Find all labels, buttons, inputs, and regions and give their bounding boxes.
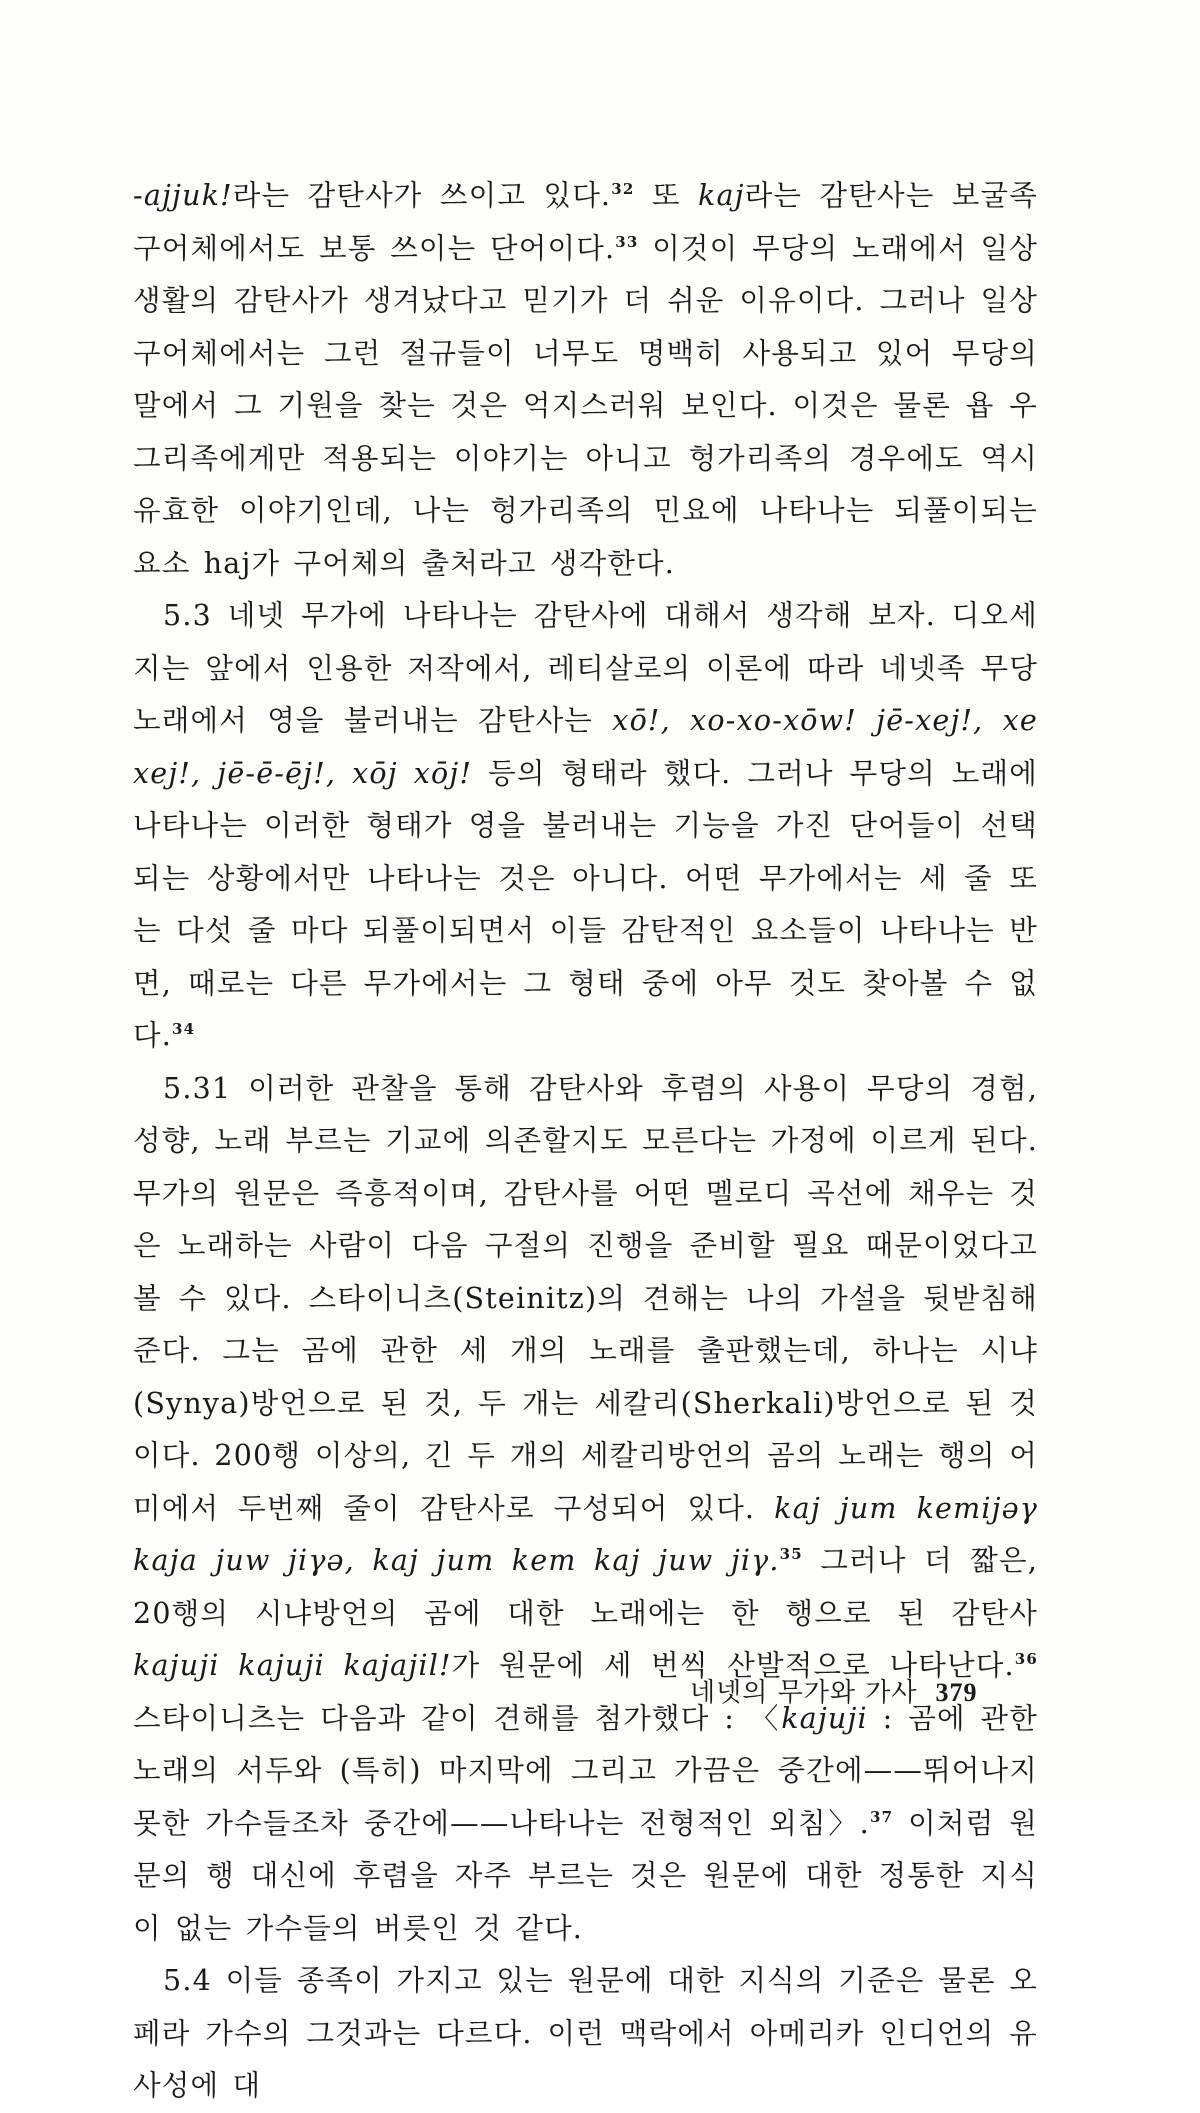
italic-term: -ajjuk! — [133, 179, 233, 212]
running-title: 네넷의 무가와 가사 — [690, 1678, 918, 1708]
paragraph-5-4 — [133, 1955, 1038, 2113]
body-text — [133, 170, 1038, 2113]
paragraph-5-31 — [133, 1063, 1038, 1956]
paragraph-1 — [133, 170, 1038, 590]
text-run: 스타이니츠는 다음과 같이 견해를 첨가했다 : 〈 — [133, 1701, 782, 1735]
italic-term: kajuji — [781, 1701, 868, 1735]
text-run: 또 — [634, 179, 698, 212]
footnote-ref: 35 — [779, 1545, 803, 1563]
text-run: 5.4 이들 종족이 가지고 있는 원문에 대한 지식의 기준은 물론 오페라 가수의 그것과는 다르다. 이런 맥락에서 아메리카 인디언의 유사성에 대 — [133, 1964, 1038, 2102]
text-run: 이처럼 원문의 행 대신에 후렴을 자주 부르는 것은 원문에 대한 정통한 지식이 없는 가수들의 버릇인 것 같다. — [133, 1806, 1038, 1945]
italic-term: xō!, xo-xo-xōw! jē-xej!, xe xej!, jē-ē-ēj!, xōj xōj! — [133, 704, 1038, 790]
page-footer — [690, 1672, 977, 1709]
paragraph-5-3 — [133, 590, 1038, 1063]
page-number: 379 — [935, 1678, 978, 1707]
text-run: : 곰에 관한 노래의 서두와 (특히) 마지막에 그리고 가끔은 중간에——뛰어나지 못한 가수들조차 중간에——나타나는 전형적인 외침〉. — [133, 1701, 1038, 1840]
text-run: 라는 감탄사가 쓰이고 있다. — [232, 179, 612, 212]
italic-term: kaj — [697, 179, 745, 212]
footnote-ref: 36 — [1014, 1650, 1038, 1668]
text-run: 5.31 이러한 관찰을 통해 감탄사와 후렴의 사용이 무당의 경험, 성향, 노래 부르는 기교에 의존할지도 모른다는 가정에 이르게 된다. 무가의 원문은 즉흥적이며, 감탄사를 어떤 멜로디 곡선에 채우는 것은 노래하는 사람이 다음 구절의 진행을 준비할 필요 때문이었다고 볼 수 있다. 스타이니츠(Steinitz)의 견해는 나의 가설을 뒷받침해 준다. 그는 곰에 관한 세 개의 노래를 출판했는데, 하나는 시냐(Synya)방언으로 된 것, 두 개는 세칼리(Sherkali)방언으로 된 것이다. 200행 이상의, 긴 두 개의 세칼리방언의 곰의 노래는 행의 어미에서 두번째 줄이 감탄사로 구성되어 있다. — [133, 1071, 1038, 1525]
italic-term: kaj jum kemijəγ kaja juw jiγə, kaj jum kem kaj juw jiγ. — [133, 1491, 1038, 1577]
text-run: 가 원문에 세 번씩 산발적으로 나타난다. — [451, 1649, 1015, 1682]
text-run: 라는 감탄사는 보굴족 구어체에서도 보통 쓰이는 단어이다. — [133, 179, 1038, 265]
text-run: 5.3 네넷 무가에 나타나는 감탄사에 대해서 생각해 보자. 디오세지는 앞에서 인용한 저작에서, 레티살로의 이론에 따라 네넷족 무당노래에서 영을 불러내는 감탄사는 — [133, 599, 1038, 737]
footnote-ref: 37 — [869, 1807, 894, 1826]
footnote-ref: 33 — [615, 232, 639, 251]
footnote-ref: 34 — [172, 1020, 196, 1038]
footnote-ref: 32 — [611, 180, 635, 198]
text-run: 그러나 더 짧은, 20행의 시냐방언의 곰에 대한 노래에는 한 행으로 된 감탄사 — [133, 1544, 1038, 1630]
italic-term: kajuji kajuji kajajil! — [133, 1649, 452, 1682]
text-run: 등의 형태라 했다. 그러나 무당의 노래에 나타나는 이러한 형태가 영을 불러내는 기능을 가진 단어들이 선택되는 상황에서만 나타나는 것은 아니다. 어떤 무가에서는 세 줄 또는 다섯 줄 마다 되풀이되면서 이들 감탄적인 요소들이 나타나는 반면, 때로는 다른 무가에서는 그 형태 중에 아무 것도 찾아볼 수 없다. — [133, 756, 1038, 1052]
text-run: 이것이 무당의 노래에서 일상생활의 감탄사가 생겨났다고 믿기가 더 쉬운 이유이다. 그러나 일상 구어체에서는 그런 절규들이 너무도 명백히 사용되고 있어 무당의 말에서 그 기원을 찾는 것은 억지스러워 보인다. 이것은 물론 욥 우그리족에게만 적용되는 이야기는 아니고 헝가리족의 경우에도 역시 유효한 이야기인데, 나는 헝가리족의 민요에 나타나는 되풀이되는 요소 haj가 구어체의 출처라고 생각한다. — [133, 231, 1038, 580]
